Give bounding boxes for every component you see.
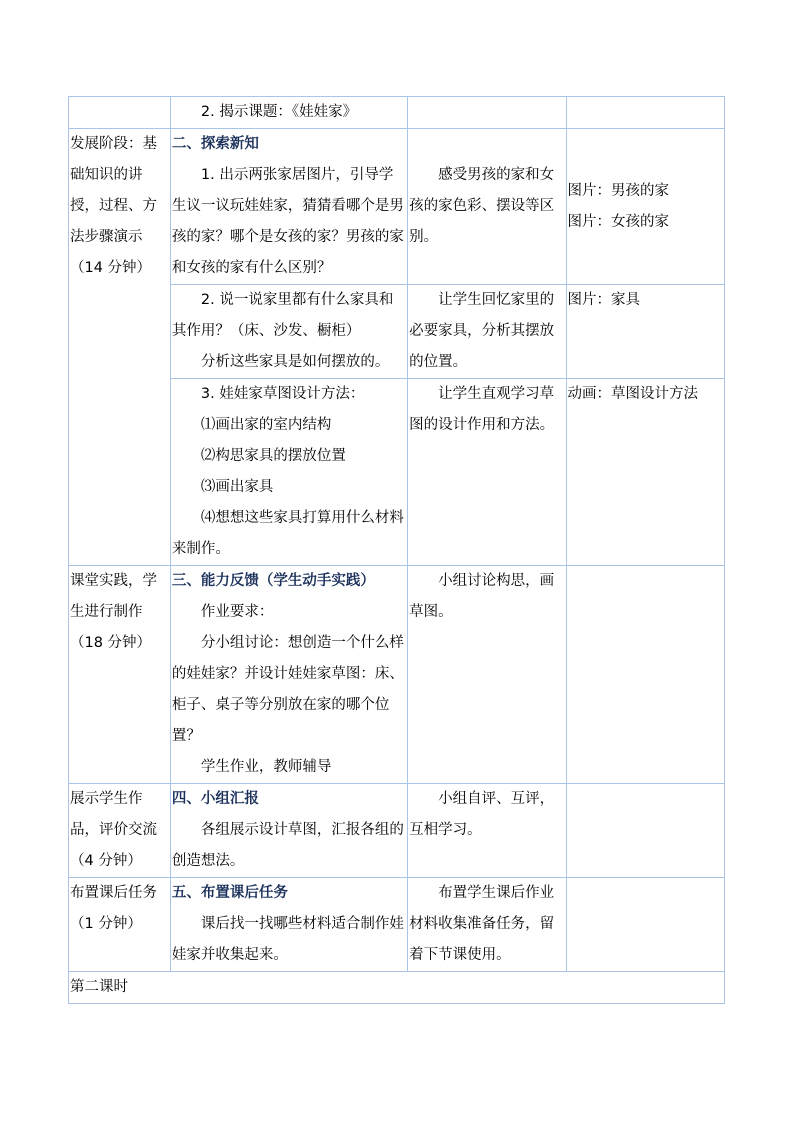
content-cell: 2. 揭示课题：《娃娃家》 — [170, 97, 407, 129]
table-row — [69, 129, 725, 285]
student-cell: 小组自评、互评，互相学习。 — [408, 784, 566, 878]
section-heading: 五、布置课后任务 — [171, 885, 288, 901]
stage-cell: 课堂实践，学生进行制作 （18 分钟） — [69, 566, 171, 784]
table-row — [69, 566, 725, 784]
section-heading: 四、小组汇报 — [171, 791, 259, 807]
content-cell: 四、小组汇报 各组展示设计草图，汇报各组的创造想法。 — [170, 784, 407, 878]
stage-cell: 展示学生作品，评价交流 （4 分钟） — [69, 784, 171, 878]
student-cell: 感受男孩的家和女孩的家色彩、摆设等区别。 — [408, 129, 566, 285]
stage-cell: 发展阶段：基础知识的讲授，过程、方法步骤演示 （14 分钟） — [69, 129, 171, 566]
media-cell: 动画：草图设计方法 — [566, 379, 724, 566]
media-cell — [566, 784, 724, 878]
student-cell: 让学生直观学习草图的设计作用和方法。 — [408, 379, 566, 566]
content-cell: 3. 娃娃家草图设计方法： ⑴画出家的室内结构 ⑵构思家具的摆放位置 ⑶画出家具 ⑷想想这些家具打算用什么材料来制作。 — [170, 379, 407, 566]
table-row — [69, 784, 725, 878]
stage-cell: 布置课后任务 （1 分钟） — [69, 878, 171, 972]
student-cell: 小组讨论构思，画草图。 — [408, 566, 566, 784]
content-cell: 三、能力反馈（学生动手实践） 作业要求： 分小组讨论：想创造一个什么样的娃娃家？并设计娃娃家草图：床、柜子、桌子等分别放在家的哪个位置？ 学生作业，教师辅导 — [170, 566, 407, 784]
student-cell: 让学生回忆家里的必要家具，分析其摆放的位置。 — [408, 285, 566, 379]
student-cell — [408, 97, 566, 129]
student-cell: 布置学生课后作业材料收集准备任务，留着下节课使用。 — [408, 878, 566, 972]
section-heading: 三、能力反馈（学生动手实践） — [171, 573, 375, 589]
media-cell: 图片：家具 — [566, 285, 724, 379]
media-cell — [566, 878, 724, 972]
second-lesson-cell: 第二课时 — [69, 972, 725, 1004]
lesson-plan-table — [68, 96, 725, 1004]
table-row — [69, 97, 725, 129]
table-row — [69, 972, 725, 1004]
stage-cell — [69, 97, 171, 129]
media-cell: 图片：男孩的家 图片：女孩的家 — [566, 129, 724, 285]
table-row — [69, 878, 725, 972]
section-heading: 二、探索新知 — [171, 136, 259, 152]
content-cell: 二、探索新知 1. 出示两张家居图片，引导学生议一议玩娃娃家，猜猜看哪个是男孩的家？哪个是女孩的家？男孩的家和女孩的家有什么区别？ — [170, 129, 407, 285]
media-cell — [566, 97, 724, 129]
content-cell: 2. 说一说家里都有什么家具和其作用？（床、沙发、橱柜） 分析这些家具是如何摆放的。 — [170, 285, 407, 379]
media-cell — [566, 566, 724, 784]
content-cell: 五、布置课后任务 课后找一找哪些材料适合制作娃娃家并收集起来。 — [170, 878, 407, 972]
